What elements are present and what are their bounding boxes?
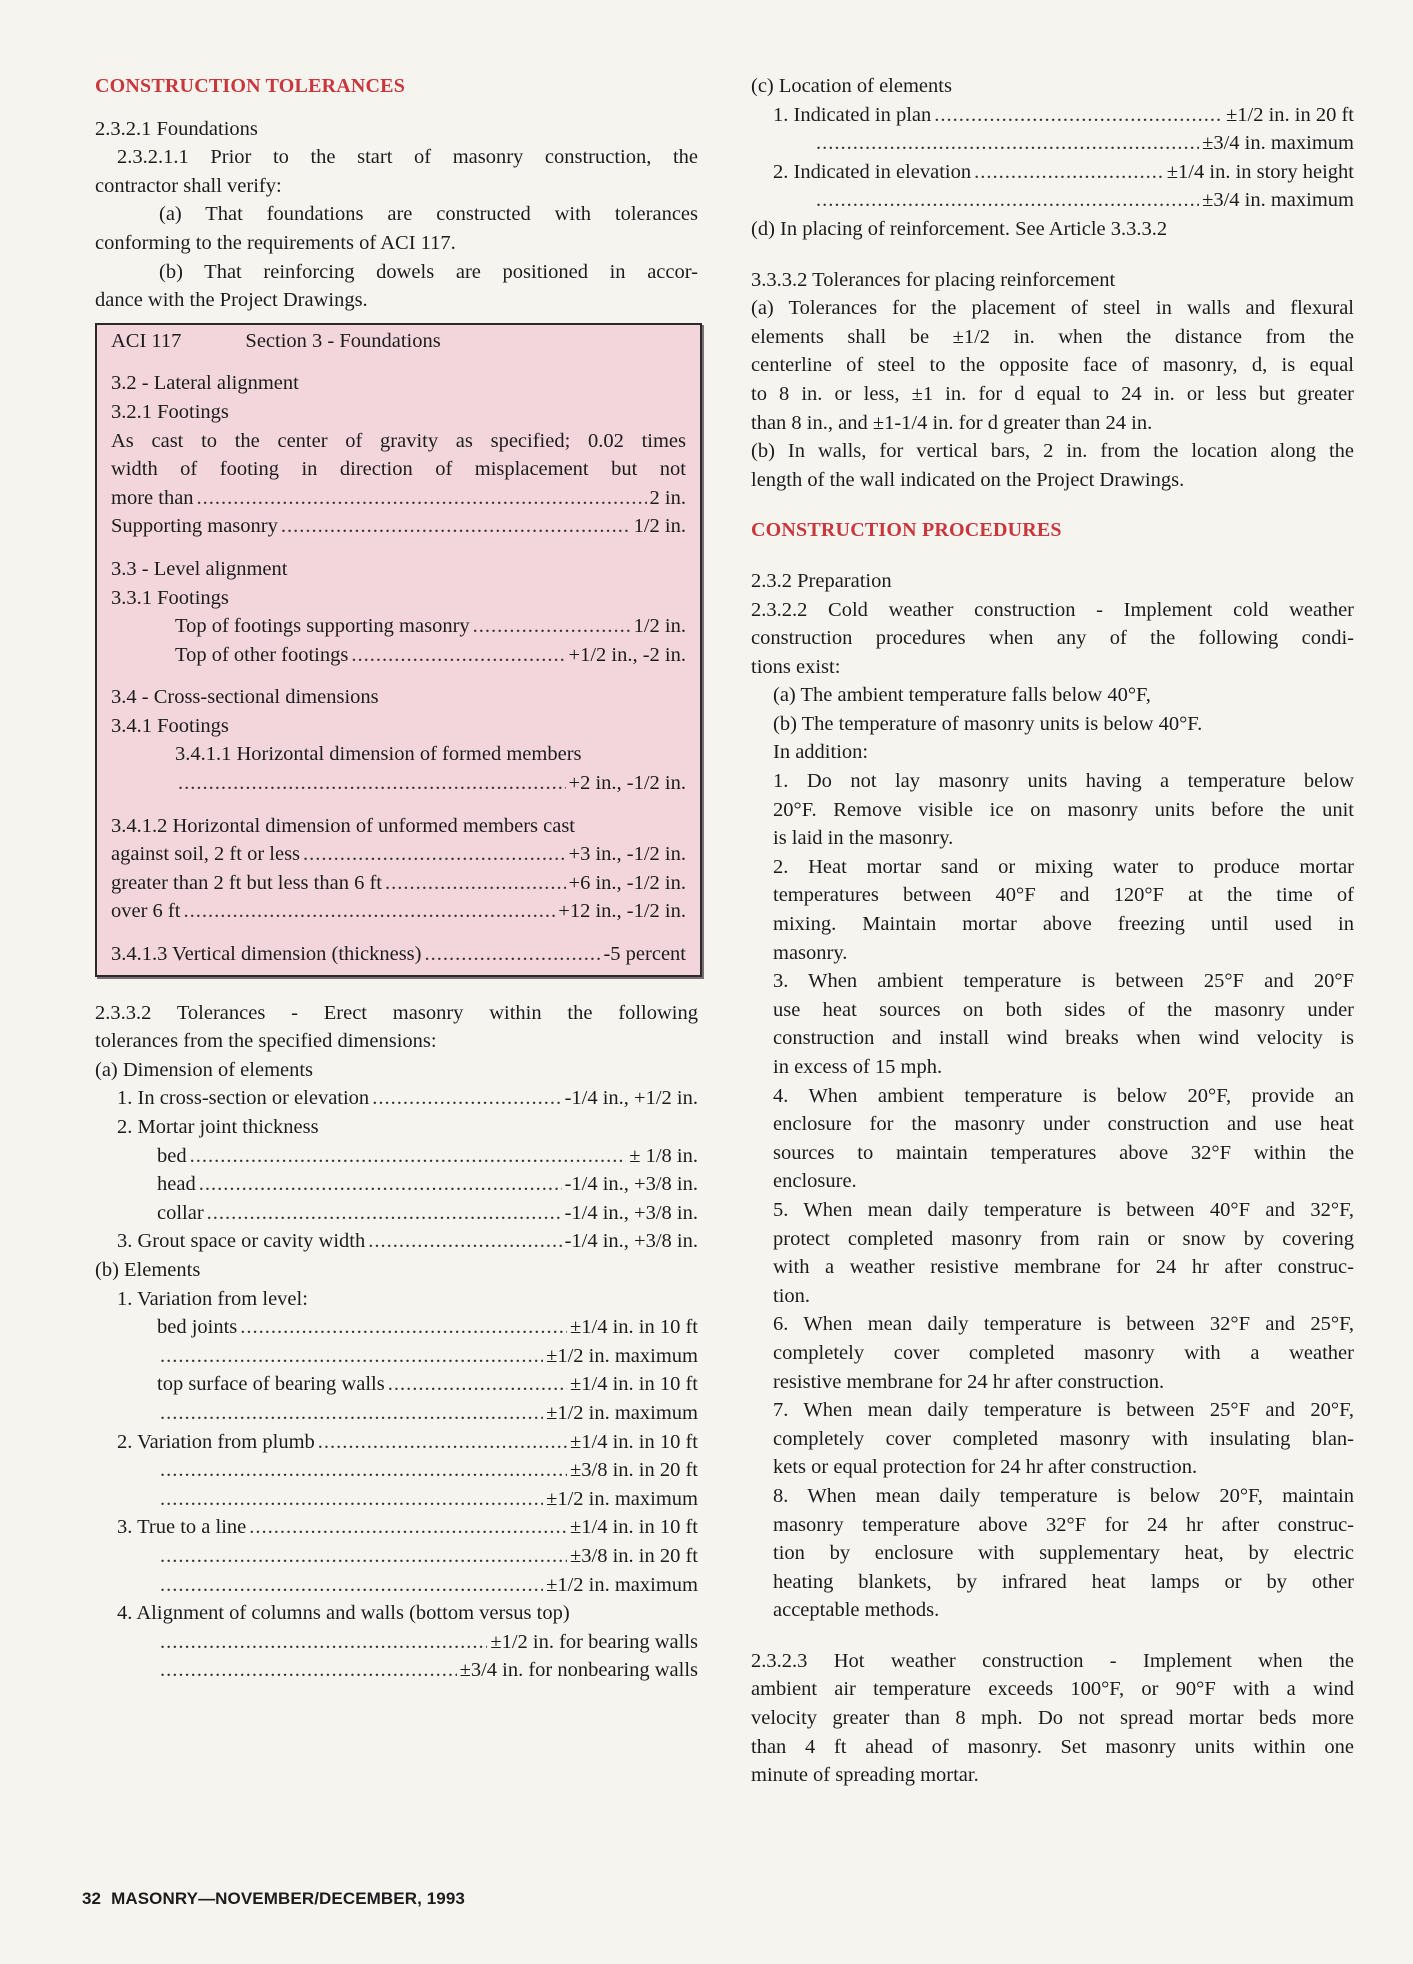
list-item-line: 8. When mean daily temperature is below 20°F, maintain bbox=[773, 1484, 1354, 1507]
leader-label: collar bbox=[157, 1201, 204, 1224]
cold-weather-items bbox=[751, 767, 1354, 1625]
dot-leader bbox=[160, 1628, 487, 1657]
foundations-title: 2.3.2.1 Foundations bbox=[95, 117, 258, 140]
leader-value: -1/4 in., +1/2 in. bbox=[564, 1087, 698, 1110]
paragraph-line: (b) In walls, for vertical bars, 2 in. from the location along the bbox=[751, 440, 1354, 463]
leader-row bbox=[95, 1628, 698, 1657]
dot-leader bbox=[160, 1542, 567, 1571]
dot-leader bbox=[388, 1370, 567, 1399]
construction-tolerances-heading: CONSTRUCTION TOLERANCES bbox=[95, 75, 406, 97]
leader-value: ±1/2 in. maximum bbox=[546, 1344, 698, 1367]
publication-line: MASONRY—NOVEMBER/DECEMBER, 1993 bbox=[111, 1889, 465, 1908]
paragraph-line: velocity greater than 8 mph. Do not spread mortar beds more bbox=[751, 1707, 1354, 1730]
list-item-line: 7. When mean daily temperature is between 25°F and 20°F, bbox=[773, 1399, 1354, 1422]
list-item-line: 4. When ambient temperature is below 20°F, provide an bbox=[773, 1084, 1354, 1107]
leader-value: -1/4 in., +3/8 in. bbox=[564, 1230, 698, 1253]
reinforcement-title: 3.3.3.2 Tolerances for placing reinforcement bbox=[751, 268, 1116, 291]
leader-row bbox=[95, 1542, 698, 1571]
aci-117-box bbox=[95, 323, 702, 977]
leader-value: ±1/4 in. in 10 ft bbox=[570, 1430, 698, 1453]
leader-value: ±1/4 in. in 10 ft bbox=[570, 1516, 698, 1539]
list-item-line: 6. When mean daily temperature is between 32°F and 25°F, bbox=[773, 1313, 1354, 1336]
paragraph-line: tolerances from the specified dimensions: bbox=[95, 1030, 437, 1053]
alignment-label: 4. Alignment of columns and walls (bottom versus top) bbox=[117, 1602, 570, 1625]
list-item-line: tion. bbox=[773, 1284, 811, 1307]
list-item-line: in excess of 15 mph. bbox=[773, 1056, 943, 1078]
paragraph-line: centerline of steel to the opposite face of masonry, d, is equal bbox=[751, 354, 1354, 377]
right-column bbox=[751, 72, 1354, 1790]
dot-leader bbox=[160, 1571, 543, 1600]
dot-leader bbox=[178, 769, 566, 798]
dot-leader bbox=[351, 641, 565, 670]
leader-row bbox=[111, 897, 686, 926]
paragraph-line: construction procedures when any of the following condi- bbox=[751, 627, 1354, 650]
leader-value: ±1/2 in. for bearing walls bbox=[490, 1630, 698, 1653]
list-item-line: completely cover completed masonry with insulating blan- bbox=[773, 1427, 1354, 1450]
list-item-line: completely cover completed masonry with a weather bbox=[773, 1341, 1354, 1364]
leader-row bbox=[95, 1084, 698, 1113]
list-item-line: heating blankets, by infrared heat lamps or by other bbox=[773, 1570, 1354, 1593]
leader-value: +1/2 in., -2 in. bbox=[568, 643, 686, 666]
cross-sectional-title: 3.4 - Cross-sectional dimensions bbox=[111, 686, 379, 709]
leader-value: 2 in. bbox=[649, 486, 686, 509]
leader-value: +6 in., -1/2 in. bbox=[568, 871, 686, 894]
paragraph-line: elements shall be ±1/2 in. when the distance from the bbox=[751, 325, 1354, 348]
list-item-line: sources to maintain temperatures above 32°F within the bbox=[773, 1141, 1354, 1164]
leader-label: 3. True to a line bbox=[117, 1516, 247, 1539]
leader-value: ±1/4 in. in 10 ft bbox=[570, 1373, 698, 1396]
leader-label: 3.4.1.3 Vertical dimension (thickness) bbox=[111, 943, 422, 966]
cross-footings: 3.4.1 Footings bbox=[111, 714, 229, 737]
paragraph-line: width of footing in direction of misplacement but not bbox=[111, 458, 686, 481]
list-item-line: masonry temperature above 32°F for 24 hr after construc- bbox=[773, 1513, 1354, 1536]
paragraph-line: to 8 in. or less, ±1 in. for d equal to 24 in. or less but greater bbox=[751, 382, 1354, 405]
leader-value: ±1/2 in. maximum bbox=[546, 1401, 698, 1424]
leader-label: Top of footings supporting masonry bbox=[175, 615, 470, 638]
leader-label: 1. Indicated in plan bbox=[773, 103, 932, 126]
dot-leader bbox=[190, 1142, 627, 1171]
paragraph-line: ambient air temperature exceeds 100°F, or 90°F with a wind bbox=[751, 1678, 1354, 1701]
variation-level-label: 1. Variation from level: bbox=[117, 1287, 308, 1310]
page-footer bbox=[82, 1889, 465, 1909]
leader-value: ±3/4 in. maximum bbox=[1202, 189, 1354, 212]
dot-leader bbox=[473, 612, 631, 641]
leader-value: ±1/4 in. in 10 ft bbox=[570, 1316, 698, 1339]
leader-row bbox=[111, 769, 686, 798]
box-title bbox=[111, 327, 686, 356]
location-title: (c) Location of elements bbox=[751, 75, 952, 97]
leader-row bbox=[111, 512, 686, 541]
elements-title: (b) Elements bbox=[95, 1258, 201, 1281]
paragraph-line: 2.3.2.1.1 Prior to the start of masonry construction, the bbox=[117, 146, 698, 169]
paragraph-line: (b) That reinforcing dowels are positioned in accor- bbox=[159, 260, 698, 283]
box-code: ACI 117 bbox=[111, 329, 182, 352]
dot-leader bbox=[816, 186, 1199, 215]
dot-leader bbox=[385, 869, 566, 898]
list-item-line: construction and install wind breaks when wind velocity is bbox=[773, 1027, 1354, 1050]
leader-row bbox=[95, 1142, 698, 1171]
leader-label: Top of other footings bbox=[175, 643, 349, 666]
lateral-alignment-title: 3.2 - Lateral alignment bbox=[111, 372, 299, 395]
paragraph-line: than 4 ft ahead of masonry. Set masonry units within one bbox=[751, 1735, 1354, 1758]
list-item-line: tion by enclosure with supplementary heat, by electric bbox=[773, 1542, 1354, 1565]
leader-value: 1/2 in. bbox=[633, 515, 686, 538]
paragraph-line: As cast to the center of gravity as specified; 0.02 times bbox=[111, 429, 686, 452]
mortar-joint-label: 2. Mortar joint thickness bbox=[117, 1116, 319, 1138]
leader-row bbox=[95, 1485, 698, 1514]
leader-row bbox=[95, 1456, 698, 1485]
leader-row bbox=[111, 840, 686, 869]
paragraph-line: (a) That foundations are constructed with tolerances bbox=[159, 203, 698, 226]
paragraph-line: 2.3.2.3 Hot weather construction - Implement when the bbox=[751, 1649, 1354, 1672]
leader-row bbox=[111, 641, 686, 670]
leader-value: ±1/2 in. maximum bbox=[546, 1487, 698, 1510]
dot-leader bbox=[249, 1513, 567, 1542]
leader-row bbox=[111, 940, 686, 969]
leader-value: ± 1/8 in. bbox=[629, 1144, 698, 1167]
paragraph-line: minute of spreading mortar. bbox=[751, 1764, 979, 1787]
leader-value: ±1/4 in. in story height bbox=[1166, 160, 1354, 183]
paragraph-line: contractor shall verify: bbox=[95, 174, 282, 197]
leader-value: -1/4 in., +3/8 in. bbox=[564, 1173, 698, 1196]
list-item-line: 5. When mean daily temperature is between 40°F and 32°F, bbox=[773, 1198, 1354, 1221]
leader-label: 2. Variation from plumb bbox=[117, 1430, 315, 1453]
list-item-line: acceptable methods. bbox=[773, 1599, 940, 1622]
box-section: Section 3 - Foundations bbox=[245, 329, 441, 352]
leader-label: greater than 2 ft but less than 6 ft bbox=[111, 871, 382, 894]
leader-row bbox=[95, 1513, 698, 1542]
list-item-line: kets or equal protection for 24 hr after construction. bbox=[773, 1456, 1198, 1479]
condition-b: (b) The temperature of masonry units is below 40°F. bbox=[773, 712, 1203, 735]
dot-leader bbox=[197, 484, 647, 513]
leader-row bbox=[95, 1313, 698, 1342]
leader-value: -1/4 in., +3/8 in. bbox=[564, 1201, 698, 1224]
leader-label: top surface of bearing walls bbox=[157, 1373, 385, 1396]
paragraph-line: dance with the Project Drawings. bbox=[95, 289, 368, 312]
dot-leader bbox=[160, 1485, 543, 1514]
list-item-line: enclosure. bbox=[773, 1170, 857, 1193]
lateral-footings: 3.2.1 Footings bbox=[111, 400, 229, 423]
list-item-line: 2. Heat mortar sand or mixing water to produce mortar bbox=[773, 855, 1354, 878]
construction-procedures-heading: CONSTRUCTION PROCEDURES bbox=[751, 519, 1062, 542]
paragraph-line: than 8 in., and ±1-1/4 in. for d greater than 24 in. bbox=[751, 411, 1153, 434]
leader-row bbox=[95, 1370, 698, 1399]
dot-leader bbox=[160, 1399, 543, 1428]
paragraph-line: length of the wall indicated on the Project Drawings. bbox=[751, 468, 1185, 491]
dot-leader bbox=[974, 158, 1164, 187]
leader-label: bed joints bbox=[157, 1316, 238, 1339]
list-item-line: is laid in the masonry. bbox=[773, 827, 954, 850]
leader-value: 1/2 in. bbox=[633, 615, 686, 638]
list-item-line: use heat sources on both sides of the masonry under bbox=[773, 998, 1354, 1021]
unformed-members-label: 3.4.1.2 Horizontal dimension of unformed members cast bbox=[111, 814, 575, 837]
dot-leader bbox=[240, 1313, 567, 1342]
leader-row bbox=[751, 101, 1354, 130]
leader-label: Supporting masonry bbox=[111, 515, 278, 538]
leader-value: +12 in., -1/2 in. bbox=[558, 900, 686, 923]
dot-leader bbox=[281, 512, 631, 541]
dot-leader bbox=[207, 1199, 562, 1228]
list-item-line: enclosure for the masonry under construction and use heat bbox=[773, 1113, 1354, 1136]
leader-row bbox=[95, 1342, 698, 1371]
leader-row bbox=[95, 1656, 698, 1685]
paragraph-line: 2.3.2.2 Cold weather construction - Implement cold weather bbox=[751, 598, 1354, 621]
list-item-line: mixing. Maintain mortar above freezing until used in bbox=[773, 913, 1354, 936]
leader-value: +3 in., -1/2 in. bbox=[568, 843, 686, 866]
level-footings: 3.3.1 Footings bbox=[111, 586, 229, 609]
leader-row bbox=[111, 484, 686, 513]
list-item-line: resistive membrane for 24 hr after construction. bbox=[773, 1370, 1165, 1393]
page-number: 32 bbox=[82, 1889, 102, 1908]
formed-members-label: 3.4.1.1 Horizontal dimension of formed members bbox=[175, 743, 582, 766]
list-item-line: protect completed masonry from rain or snow by covering bbox=[773, 1227, 1354, 1250]
dot-leader bbox=[160, 1342, 543, 1371]
tolerances-intro: 2.3.3.2 Tolerances - Erect masonry within the following bbox=[95, 1001, 698, 1024]
leader-row bbox=[751, 158, 1354, 187]
paragraph-line: tions exist: bbox=[751, 655, 841, 678]
dot-leader bbox=[303, 840, 565, 869]
leader-value: ±1/2 in. maximum bbox=[546, 1573, 698, 1596]
list-item-line: 3. When ambient temperature is between 25°F and 20°F bbox=[773, 970, 1354, 993]
leader-value: ±3/8 in. in 20 ft bbox=[570, 1459, 698, 1482]
leader-row bbox=[95, 1227, 698, 1256]
leader-row bbox=[95, 1199, 698, 1228]
leader-label: over 6 ft bbox=[111, 900, 181, 923]
list-item-line: temperatures between 40°F and 120°F at the time of bbox=[773, 884, 1354, 907]
left-column bbox=[95, 72, 698, 1685]
leader-label: against soil, 2 ft or less bbox=[111, 843, 301, 866]
leader-label: head bbox=[157, 1173, 196, 1196]
leader-row bbox=[95, 1399, 698, 1428]
in-addition: In addition: bbox=[773, 741, 869, 764]
level-alignment-title: 3.3 - Level alignment bbox=[111, 557, 288, 580]
preparation-title: 2.3.2 Preparation bbox=[751, 569, 892, 592]
leader-label: more than bbox=[111, 486, 194, 509]
list-item-line: 20°F. Remove visible ice on masonry units before the unit bbox=[773, 798, 1354, 821]
leader-row bbox=[111, 869, 686, 898]
leader-value: +2 in., -1/2 in. bbox=[568, 772, 686, 795]
leader-value: ±3/4 in. maximum bbox=[1202, 132, 1354, 155]
list-item-line: 1. Do not lay masonry units having a temperature below bbox=[773, 770, 1354, 793]
dot-leader bbox=[934, 101, 1223, 130]
dot-leader bbox=[424, 940, 600, 969]
dot-leader bbox=[199, 1170, 562, 1199]
paragraph-line: (a) Tolerances for the placement of steel in walls and flexural bbox=[751, 297, 1354, 320]
leader-row bbox=[111, 612, 686, 641]
leader-label: bed bbox=[157, 1144, 187, 1167]
leader-value: ±1/2 in. in 20 ft bbox=[1226, 103, 1354, 126]
leader-value: ±3/8 in. in 20 ft bbox=[570, 1544, 698, 1567]
leader-value: -5 percent bbox=[603, 943, 686, 966]
leader-row bbox=[751, 129, 1354, 158]
leader-row bbox=[95, 1428, 698, 1457]
leader-value: ±3/4 in. for nonbearing walls bbox=[459, 1659, 698, 1682]
paragraph-line: conforming to the requirements of ACI 117. bbox=[95, 231, 456, 254]
leader-row bbox=[95, 1170, 698, 1199]
dot-leader bbox=[368, 1227, 561, 1256]
leader-row bbox=[95, 1571, 698, 1600]
leader-label: 2. Indicated in elevation bbox=[773, 160, 972, 183]
list-item-line: with a weather resistive membrane for 24 hr after construc- bbox=[773, 1256, 1354, 1279]
leader-label: 1. In cross-section or elevation bbox=[117, 1087, 370, 1110]
dot-leader bbox=[816, 129, 1199, 158]
dot-leader bbox=[160, 1456, 567, 1485]
list-item-line: masonry. bbox=[773, 941, 848, 964]
dot-leader bbox=[160, 1656, 457, 1685]
condition-a: (a) The ambient temperature falls below 40°F, bbox=[773, 684, 1151, 707]
dot-leader bbox=[318, 1428, 567, 1457]
dot-leader bbox=[372, 1084, 561, 1113]
dot-leader bbox=[183, 897, 555, 926]
leader-row bbox=[751, 186, 1354, 215]
dimension-title: (a) Dimension of elements bbox=[95, 1058, 314, 1081]
reinforcement-reference: (d) In placing of reinforcement. See Article 3.3.3.2 bbox=[751, 217, 1168, 240]
leader-label: 3. Grout space or cavity width bbox=[117, 1230, 366, 1253]
